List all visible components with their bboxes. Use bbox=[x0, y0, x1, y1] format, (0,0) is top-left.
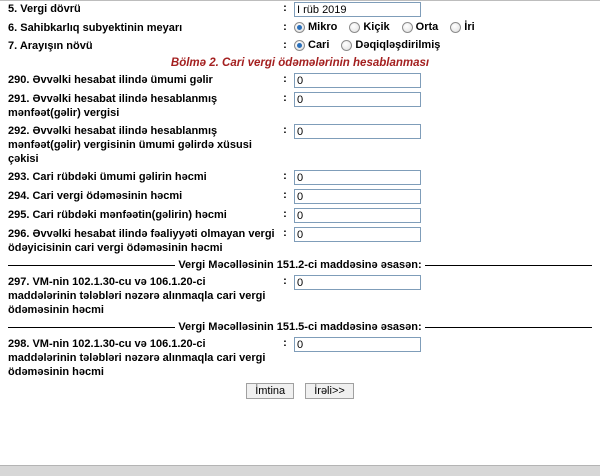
form-row-tax-period bbox=[8, 0, 592, 19]
colon-297: : bbox=[283, 275, 287, 287]
field-cell-tax-period bbox=[294, 0, 592, 19]
field-cell-295 bbox=[294, 206, 592, 225]
colon-295: : bbox=[283, 208, 287, 220]
input-296[interactable] bbox=[294, 227, 421, 242]
radio-label-iri: İri bbox=[464, 21, 475, 33]
colon-294: : bbox=[283, 189, 287, 201]
label-certificate-type: 7. Arayışın növü bbox=[8, 40, 93, 52]
label-tax-period: 5. Vergi dövrü bbox=[8, 3, 81, 15]
input-290[interactable] bbox=[294, 73, 421, 88]
field-cell-293 bbox=[294, 168, 592, 187]
radio-mikro-icon[interactable] bbox=[294, 22, 305, 33]
radio-option-mikro[interactable] bbox=[294, 21, 337, 33]
label-296: 296. Əvvəlki hesabat ilində fəaliyyəti olmayan vergi ödəyicisinin cari vergi ödəməsinin həcmi bbox=[8, 228, 275, 254]
radio-deqiqlesdirilmis-icon[interactable] bbox=[341, 40, 352, 51]
input-295[interactable] bbox=[294, 208, 421, 223]
divider-text-151-2: Vergi Məcəlləsinin 151.2-ci maddəsinə əsasən: bbox=[178, 259, 422, 271]
divider-text-151-5: Vergi Məcəlləsinin 151.5-ci maddəsinə əsasən: bbox=[178, 321, 422, 333]
colon-tax-period: : bbox=[283, 2, 287, 14]
colon-298: : bbox=[283, 337, 287, 349]
form-row-297 bbox=[8, 273, 592, 319]
form-row-296 bbox=[8, 225, 592, 257]
radio-label-mikro: Mikro bbox=[308, 21, 338, 33]
divider-line-left-151-2 bbox=[8, 265, 175, 266]
form-row-294 bbox=[8, 187, 592, 206]
section-title-row bbox=[8, 55, 592, 71]
radio-group-certificate-type bbox=[294, 37, 592, 55]
field-cell-296 bbox=[294, 225, 592, 257]
divider-line-right-151-2 bbox=[425, 265, 592, 266]
colon-291: : bbox=[283, 92, 287, 104]
divider-row-151-2 bbox=[8, 257, 592, 273]
label-297: 297. VM-nin 102.1.30-cu və 106.1.20-ci maddələrinin tələbləri nəzərə alınmaqla cari vergi ödəməsinin həcmi bbox=[8, 276, 266, 316]
form-row-292 bbox=[8, 122, 592, 168]
divider-line-left-151-5 bbox=[8, 327, 175, 328]
divider-cell-151-5 bbox=[8, 319, 592, 335]
input-294[interactable] bbox=[294, 189, 421, 204]
form-row-certificate-type bbox=[8, 37, 592, 55]
field-cell-292 bbox=[294, 122, 592, 168]
form-row-293 bbox=[8, 168, 592, 187]
radio-label-kicik: Kiçik bbox=[363, 21, 390, 33]
cancel-button[interactable]: İmtina bbox=[246, 383, 294, 399]
label-294: 294. Cari vergi ödəməsinin həcmi bbox=[8, 190, 183, 202]
radio-kicik-icon[interactable] bbox=[349, 22, 360, 33]
form-row-business-criteria bbox=[8, 19, 592, 37]
field-cell-297 bbox=[294, 273, 592, 319]
input-292[interactable] bbox=[294, 124, 421, 139]
form-row-291 bbox=[8, 90, 592, 122]
form-table bbox=[8, 0, 592, 401]
radio-option-iri[interactable] bbox=[450, 21, 474, 33]
input-297[interactable] bbox=[294, 275, 421, 290]
input-293[interactable] bbox=[294, 170, 421, 185]
colon-290: : bbox=[283, 73, 287, 85]
radio-option-deqiqlesdirilmis[interactable] bbox=[341, 39, 440, 51]
colon-293: : bbox=[283, 170, 287, 182]
next-button[interactable]: İrəli>> bbox=[305, 383, 354, 399]
label-293: 293. Cari rübdəki ümumi gəlirin həcmi bbox=[8, 171, 207, 183]
label-295: 295. Cari rübdəki mənfəətin(gəlirin) həcmi bbox=[8, 209, 227, 221]
input-298[interactable] bbox=[294, 337, 421, 352]
radio-cari-icon[interactable] bbox=[294, 40, 305, 51]
input-291[interactable] bbox=[294, 92, 421, 107]
divider-line-right-151-5 bbox=[425, 327, 592, 328]
radio-orta-icon[interactable] bbox=[402, 22, 413, 33]
label-298: 298. VM-nin 102.1.30-cu və 106.1.20-ci maddələrinin tələbləri nəzərə alınmaqla cari vergi ödəməsinin həcmi bbox=[8, 338, 266, 378]
tax-period-input[interactable] bbox=[294, 2, 421, 17]
section-title: Bölmə 2. Cari vergi ödəmələrinin hesablanması bbox=[170, 57, 430, 69]
radio-option-kicik[interactable] bbox=[349, 21, 389, 33]
form-row-295 bbox=[8, 206, 592, 225]
radio-label-orta: Orta bbox=[415, 21, 439, 33]
radio-option-orta[interactable] bbox=[402, 21, 439, 33]
radio-label-deqiqlesdirilmis: Dəqiqləşdirilmiş bbox=[355, 39, 441, 51]
label-290: 290. Əvvəlki hesabat ilində ümumi gəlir bbox=[8, 74, 213, 86]
bottom-status-bar bbox=[0, 465, 600, 476]
divider-cell-151-2 bbox=[8, 257, 592, 273]
label-291: 291. Əvvəlki hesabat ilində hesablanmış mənfəət(gəlir) vergisi bbox=[8, 93, 218, 119]
field-cell-298 bbox=[294, 335, 592, 381]
label-292: 292. Əvvəlki hesabat ilində hesablanmış mənfəət(gəlir) vergisinin ümumi gəlirdə xüsusi çəkisi bbox=[8, 125, 252, 165]
field-cell-291 bbox=[294, 90, 592, 122]
radio-label-cari: Cari bbox=[308, 39, 330, 51]
colon-292: : bbox=[283, 124, 287, 136]
colon-296: : bbox=[283, 227, 287, 239]
field-cell-290 bbox=[294, 71, 592, 90]
buttons-cell bbox=[8, 381, 592, 401]
radio-iri-icon[interactable] bbox=[450, 22, 461, 33]
label-business-criteria: 6. Sahibkarlıq subyektinin meyarı bbox=[8, 22, 183, 34]
radio-option-cari[interactable] bbox=[294, 39, 329, 51]
colon-business-criteria: : bbox=[283, 21, 287, 33]
buttons-row bbox=[8, 381, 592, 401]
form-row-290 bbox=[8, 71, 592, 90]
radio-group-business-criteria bbox=[294, 19, 592, 37]
divider-row-151-5 bbox=[8, 319, 592, 335]
field-cell-294 bbox=[294, 187, 592, 206]
colon-certificate-type: : bbox=[283, 39, 287, 51]
top-divider bbox=[0, 0, 600, 1]
form-row-298 bbox=[8, 335, 592, 381]
